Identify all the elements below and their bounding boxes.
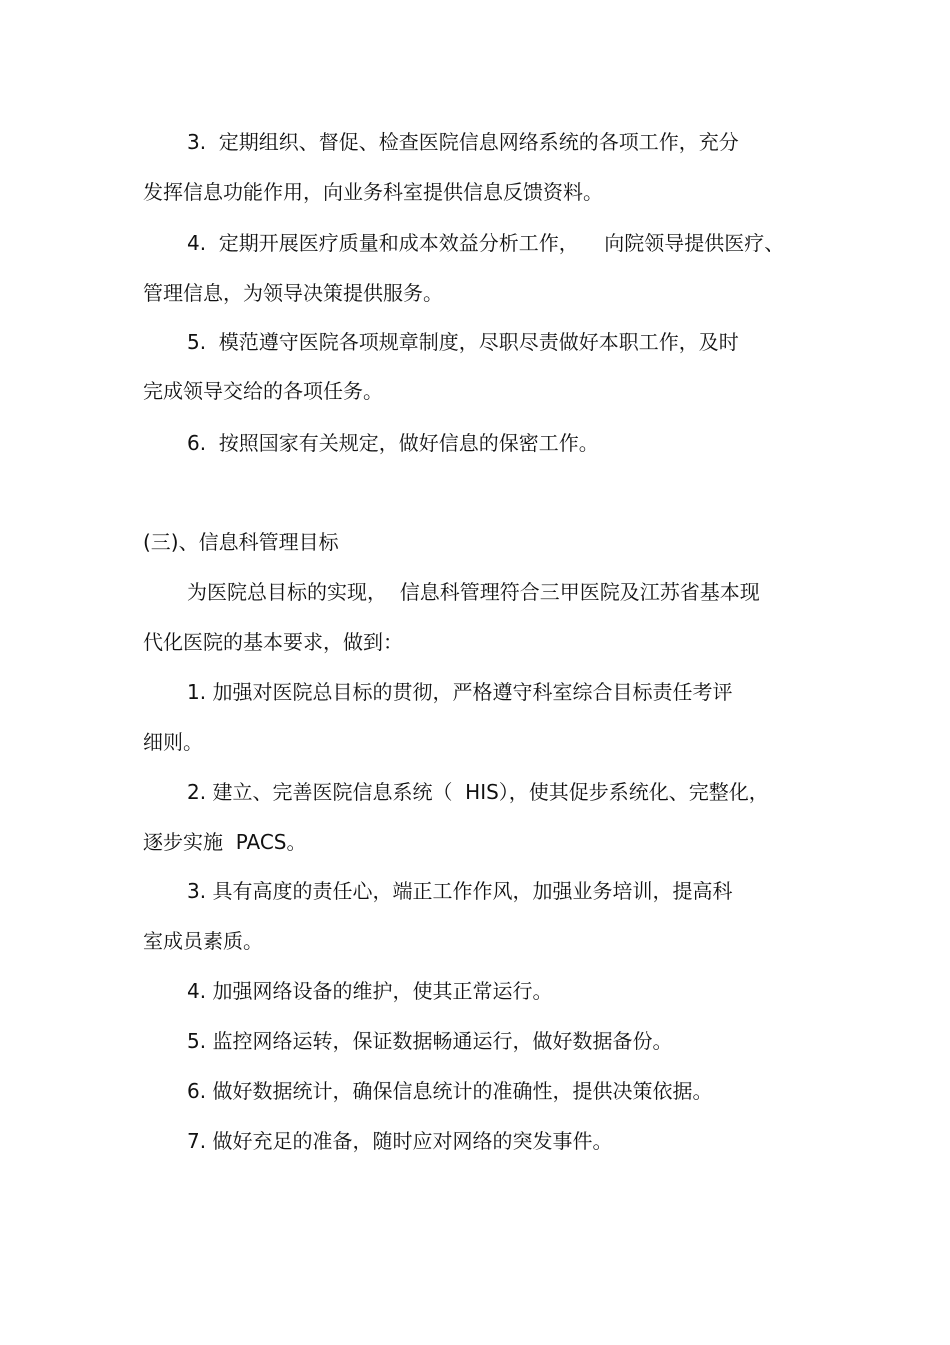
text-line: 7. 做好充足的准备，随时应对网络的突发事件。 xyxy=(187,1129,613,1153)
text-line: 逐步实施 PACS。 xyxy=(143,830,307,854)
text-line: 3. 具有高度的责任心，端正工作作风，加强业务培训，提高科 xyxy=(187,879,733,903)
text-line: 1. 加强对医院总目标的贯彻，严格遵守科室综合目标责任考评 xyxy=(187,680,733,704)
text-line: 5. 监控网络运转，保证数据畅通运行，做好数据备份。 xyxy=(187,1029,673,1053)
text-line: 发挥信息功能作用，向业务科室提供信息反馈资料。 xyxy=(143,180,603,204)
text-line: 管理信息，为领导决策提供服务。 xyxy=(143,281,443,305)
text-line: 6. 做好数据统计，确保信息统计的准确性，提供决策依据。 xyxy=(187,1079,713,1103)
text-line: 为医院总目标的实现， 信息科管理符合三甲医院及江苏省基本现 xyxy=(187,580,760,604)
text-line: 代化医院的基本要求，做到： xyxy=(143,630,403,654)
text-line: 4. 加强网络设备的维护，使其正常运行。 xyxy=(187,979,553,1003)
text-line: 5. 模范遵守医院各项规章制度，尽职尽责做好本职工作，及时 xyxy=(187,330,739,354)
text-line: 6. 按照国家有关规定，做好信息的保密工作。 xyxy=(187,431,599,455)
text-line: 3. 定期组织、督促、检查医院信息网络系统的各项工作，充分 xyxy=(187,130,739,154)
text-line: 细则。 xyxy=(143,730,203,754)
text-line: 室成员素质。 xyxy=(143,929,263,953)
section-heading: (三)、信息科管理目标 xyxy=(143,530,339,554)
text-line: 完成领导交给的各项任务。 xyxy=(143,379,383,403)
text-line: 4. 定期开展医疗质量和成本效益分析工作， 向院领导提供医疗、 xyxy=(187,231,785,255)
text-line: 2. 建立、完善医院信息系统（ HIS），使其促步系统化、完整化， xyxy=(187,780,769,804)
